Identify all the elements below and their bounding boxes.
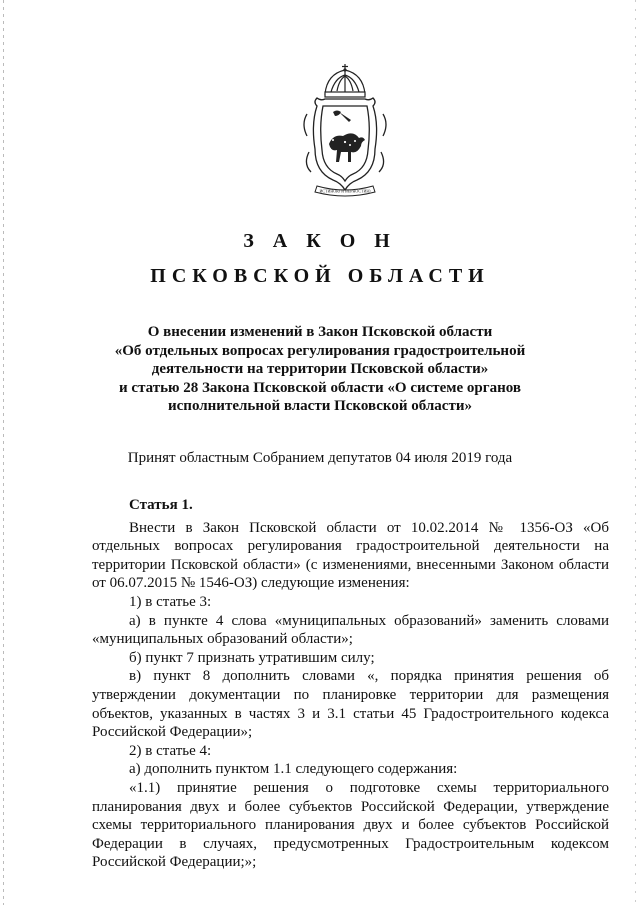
article-heading: Статья 1. — [129, 497, 193, 513]
article-paragraph: «1.1) принятие решения о подготовке схемы территориального планирования двух и более субъектов Российской Федерации, утверждение схемы территориального планирования двух и более субъектов Российской Федерации в случаях, предусмотренных Градостроительным кодексом Российской Федерации;»; — [92, 779, 609, 871]
article-paragraph: Внести в Закон Псковской области от 10.02.2014 № 1356-ОЗ «Об отдельных вопросах регулирования градостроительной деятельности на территории Псковской области» (с изменениями, внесенными Законом области от 06.07.2015 № 1546-ОЗ) следующие изменения: — [92, 519, 609, 592]
article-body — [92, 496, 609, 872]
article-paragraph: б) пункт 7 признать утратившим силу; — [129, 649, 375, 666]
adoption-date-line: Принят областным Собранием депутатов 04 июля 2019 года — [127, 450, 513, 466]
subject-line: О внесении изменений в Закон Псковской области — [147, 324, 493, 340]
subject-line: и статью 28 Закона Псковской области «О системе органов — [119, 379, 521, 396]
emblem-motto: ИСТИНОЮ И ВЕРНОСТИЮ — [319, 188, 371, 194]
article-paragraph: в) пункт 8 дополнить словами «, порядка принятия решения об утверждении документации по планировке территории для размещения объектов, указанных в частях 3 и 3.1 статьи 45 Градостроительного кодекса Российской Федерации»; — [92, 668, 609, 741]
subject-line: исполнительной власти Псковской области» — [168, 398, 472, 414]
region-heading: ПСКОВСКОЙ ОБЛАСТИ — [150, 265, 490, 287]
article-paragraph: 1) в статье 3: — [129, 593, 212, 610]
subject-line: деятельности на территории Псковской области» — [151, 361, 489, 377]
subject-line: «Об отдельных вопросах регулирования градостроительной — [114, 342, 526, 359]
article-paragraph: а) в пункте 4 слова «муниципальных образований» заменить словами «муниципальных образований области»; — [92, 612, 609, 648]
article-paragraph: 2) в статье 4: — [129, 742, 212, 759]
law-subject-title — [80, 323, 560, 416]
article-paragraph: а) дополнить пунктом 1.1 следующего содержания: — [129, 761, 458, 778]
document-type-heading: З А К О Н — [243, 230, 397, 252]
pskov-coat-of-arms-emblem — [295, 64, 395, 198]
